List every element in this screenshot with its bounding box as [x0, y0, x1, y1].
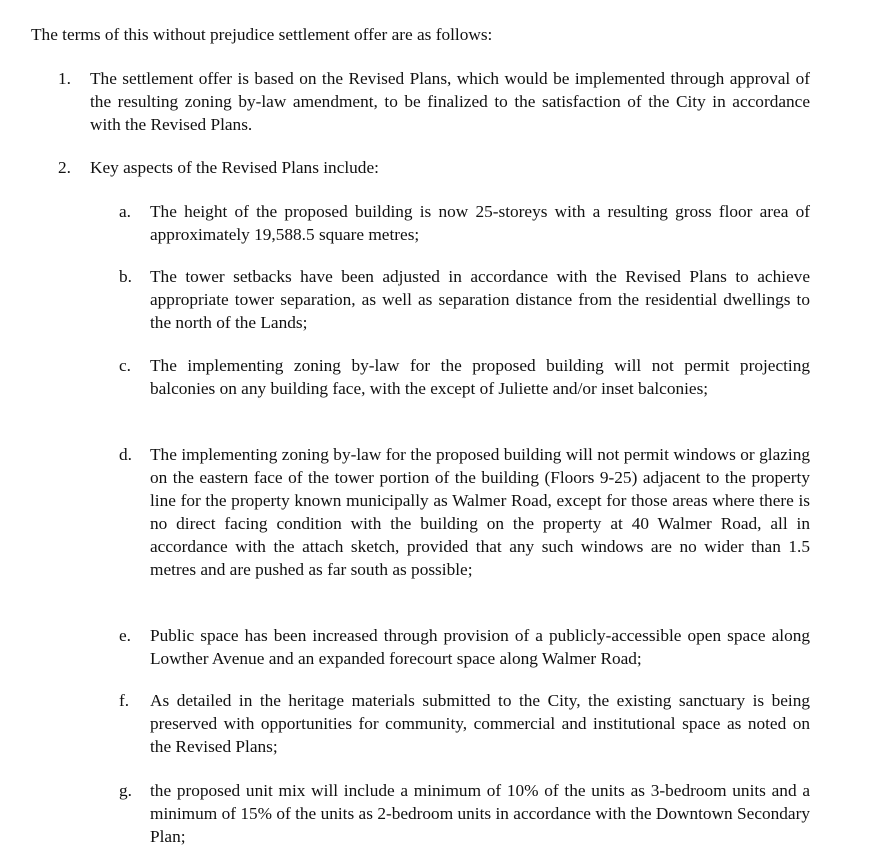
- list-marker: 1.: [58, 69, 71, 88]
- sub-item-d: [119, 443, 810, 581]
- sub-item-marker: b.: [119, 267, 132, 286]
- sub-item-f: [119, 689, 810, 758]
- sub-item-marker: d.: [119, 445, 132, 464]
- sub-item-b: [119, 265, 810, 334]
- sub-item-text: The implementing zoning by-law for the proposed building will not permit windows or glazing on the eastern face of the tower portion of the building (Floors 9-25) adjacent to the property line for the property known municipally as Walmer Road, except for those areas where there is no direct facing condition with the building on the property at 40 Walmer Road, all in accordance with the attach sketch, provided that any such windows are no wider than 1.5 metres and are pushed as far south as possible;: [150, 445, 810, 579]
- sub-item-text: The height of the proposed building is now 25-storeys with a resulting gross floor area of approximately 19,588.5 square metres;: [150, 202, 810, 244]
- sub-item-a: [119, 200, 810, 246]
- list-item-1: [58, 67, 810, 136]
- list-item-text: The settlement offer is based on the Revised Plans, which would be implemented through approval of the resulting zoning by-law amendment, to be finalized to the satisfaction of the City in accordance with the Revised Plans.: [90, 69, 810, 134]
- sub-item-marker: a.: [119, 202, 131, 221]
- sub-item-text: Public space has been increased through provision of a publicly-accessible open space along Lowther Avenue and an expanded forecourt space along Walmer Road;: [150, 626, 810, 668]
- sub-item-marker: c.: [119, 356, 131, 375]
- sub-item-marker: f.: [119, 691, 130, 710]
- sub-item-text: As detailed in the heritage materials submitted to the City, the existing sanctuary is being preserved with opportunities for community, commercial and institutional space as noted on the Revised Plans;: [150, 691, 810, 756]
- list-marker: 2.: [58, 158, 71, 177]
- sub-item-text: The implementing zoning by-law for the proposed building will not permit projecting balconies on any building face, with the except of Juliette and/or inset balconies;: [150, 356, 810, 398]
- sub-item-c: [119, 354, 810, 400]
- intro-paragraph: The terms of this without prejudice settlement offer are as follows:: [31, 25, 493, 44]
- sub-item-marker: e.: [119, 626, 131, 645]
- sub-item-marker: g.: [119, 781, 132, 800]
- sub-item-g: [119, 779, 810, 848]
- list-item-2: [58, 156, 810, 179]
- sub-item-text: The tower setbacks have been adjusted in accordance with the Revised Plans to achieve appropriate tower separation, as well as separation distance from the residential dwellings to the north of the Lands;: [150, 267, 810, 332]
- sub-item-e: [119, 624, 810, 670]
- sub-item-text: the proposed unit mix will include a minimum of 10% of the units as 3-bedroom units and a minimum of 15% of the units as 2-bedroom units in accordance with the Downtown Secondary Plan;: [150, 781, 810, 846]
- list-item-text: Key aspects of the Revised Plans include:: [90, 158, 379, 177]
